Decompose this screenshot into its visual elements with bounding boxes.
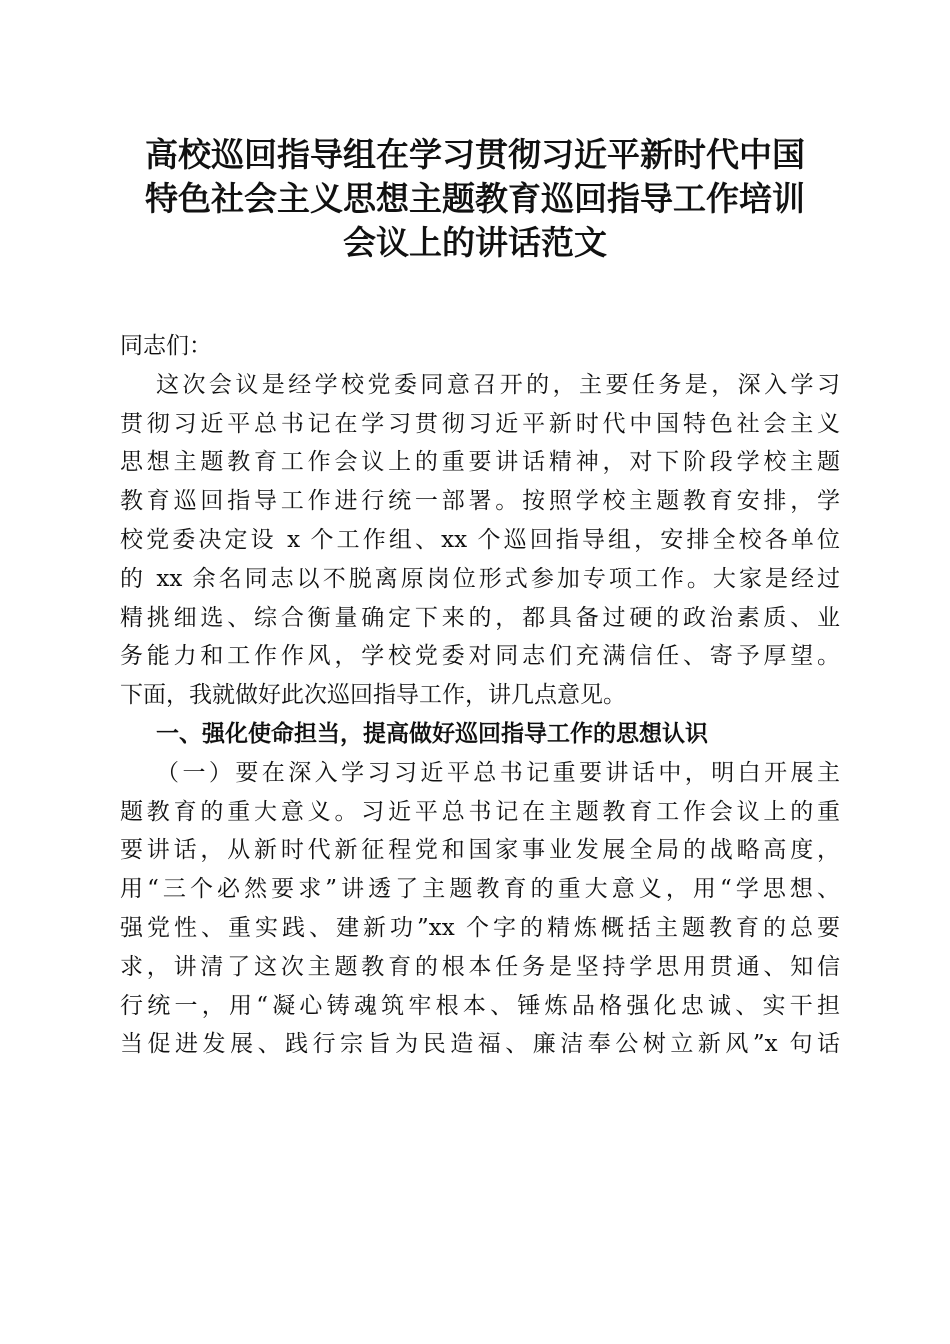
- paragraph-line: 这次会议是经学校党委同意召开的，主要任务是，深入学习: [156, 371, 840, 398]
- subsection-heading: （一）要在深入学习习近平总书记重要讲话中，明白开展主: [156, 759, 840, 786]
- paragraph-line: 的 xx 余名同志以不脱离原岗位形式参加专项工作。大家是经过: [120, 565, 840, 592]
- paragraph-line: 强党性、重实践、建新功”xx 个字的精炼概括主题教育的总要: [120, 914, 840, 941]
- paragraph-line: 精挑细选、综合衡量确定下来的，都具备过硬的政治素质、业: [120, 604, 840, 631]
- salutation: 同志们：: [120, 333, 212, 359]
- section-heading: 一、强化使命担当，提高做好巡回指导工作的思想认识: [156, 720, 708, 747]
- paragraph-line: 要讲话，从新时代新征程党和国家事业发展全局的战略高度，: [120, 837, 840, 864]
- title-line: 会议上的讲话范文: [343, 223, 607, 262]
- paragraph-line: 用“三个必然要求”讲透了主题教育的重大意义，用“学思想、: [120, 876, 840, 903]
- paragraph-line: 题教育的重大意义。习近平总书记在主题教育工作会议上的重: [120, 798, 840, 825]
- title-line: 高校巡回指导组在学习贯彻习近平新时代中国: [145, 135, 805, 174]
- paragraph-line: 贯彻习近平总书记在学习贯彻习近平新时代中国特色社会主义: [120, 410, 840, 437]
- paragraph-line: 务能力和工作作风，学校党委对同志们充满信任、寄予厚望。: [120, 643, 840, 670]
- paragraph-line: 行统一，用“凝心铸魂筑牢根本、锤炼品格强化忠诚、实干担: [120, 992, 840, 1019]
- paragraph-line: 当促进发展、践行宗旨为民造福、廉洁奉公树立新风”x 句话: [120, 1031, 840, 1058]
- paragraph-line: 思想主题教育工作会议上的重要讲话精神，对下阶段学校主题: [120, 449, 840, 476]
- paragraph-line: 教育巡回指导工作进行统一部署。按照学校主题教育安排，学: [120, 488, 840, 515]
- paragraph-line: 校党委决定设 x 个工作组、xx 个巡回指导组，安排全校各单位: [120, 526, 840, 553]
- document-title: [100, 133, 850, 265]
- paragraph-line: 求，讲清了这次主题教育的根本任务是坚持学思用贯通、知信: [120, 953, 840, 980]
- paragraph-line: 下面，我就做好此次巡回指导工作，讲几点意见。: [120, 682, 626, 709]
- title-line: 特色社会主义思想主题教育巡回指导工作培训: [145, 179, 805, 218]
- document-body: [120, 327, 840, 1064]
